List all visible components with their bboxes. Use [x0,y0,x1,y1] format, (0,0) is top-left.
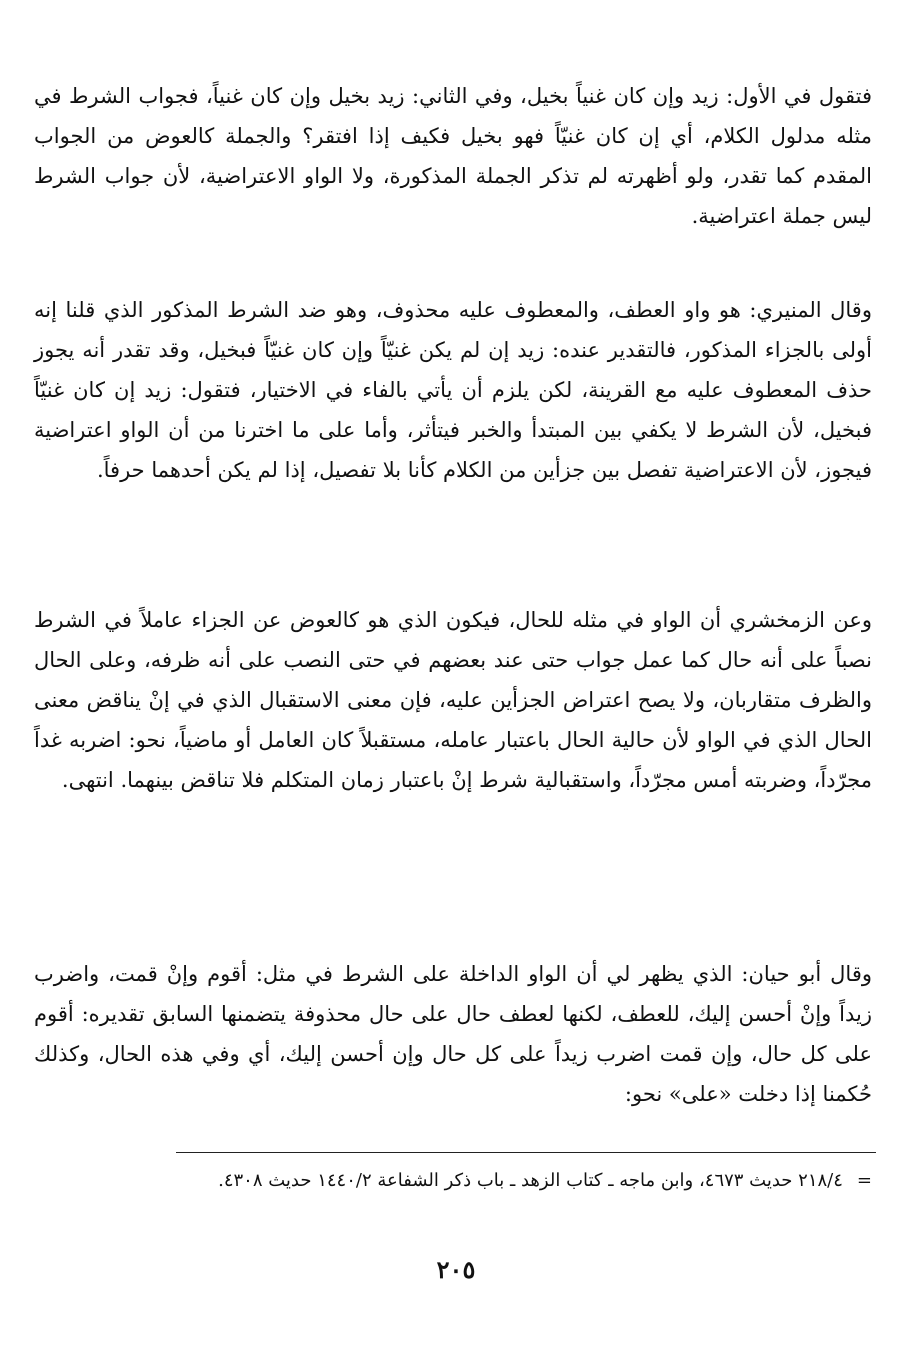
footnote-text: ٢١٨/٤ حديث ٤٦٧٣، وابن ماجه ـ كتاب الزهد ـ باب ذكر الشفاعة ١٤٤٠/٢ حديث ٤٣٠٨. [218,1170,843,1191]
footnote-continuation-mark: = [856,1170,872,1191]
footnote [34,1166,872,1196]
paragraph-4: وقال أبو حيان: الذي يظهر لي أن الواو الداخلة على الشرط في مثل: أقوم وإنْ قمت، واضرب زيداً وإنْ أحسن إليك، للعطف، لكنها لعطف حال على حال محذوفة يتضمنها السابق تقديره: أقوم على كل حال، وإن قمت اضرب زيداً على كل حال وإن أحسن إليك، أي وفي هذه الحال، وكذلك حُكمنا إذا دخلت «على» نحو: [34,962,872,1106]
paragraph-2: وقال المنيري: هو واو العطف، والمعطوف عليه محذوف، وهو ضد الشرط المذكور الذي قلنا إنه أولى بالجزاء المذكور، فالتقدير عنده: زيد إن لم يكن غنيّاً وإن كان غنيّاً فبخيل، وقد تقدر أنه يجوز حذف المعطوف عليه مع القرينة، لكن يلزم أن يأتي بالفاء في الاختيار، فتقول: زيد إن كان غنيّاً فبخيل، لأن الشرط لا يكفي بين المبتدأ والخبر فيتأثر، وأما على ما اخترنا من أن الواو اعتراضية فيجوز، لأن الاعتراضية تفصل بين جزأين من الكلام كأنا بلا تفصيل، إذا لم يكن أحدهما حرفاً. [34,298,872,482]
page-number: ٢٠٥ [436,1255,476,1284]
footnote-divider [176,1152,876,1153]
paragraph-1: فتقول في الأول: زيد وإن كان غنياً بخيل، وفي الثاني: زيد بخيل وإن كان غنياً، فجواب الشرط في مثله مدلول الكلام، أي إن كان غنيّاً فهو بخيل فكيف إذا افتقر؟ والجملة كالعوض من الجواب المقدم كما تقدر، ولو أظهرته لم تذكر الجملة المذكورة، ولا الواو الاعتراضية، لأن جواب الشرط ليس جملة اعتراضية. [34,84,872,228]
paragraph-3: وعن الزمخشري أن الواو في مثله للحال، فيكون الذي هو كالعوض عن الجزاء عاملاً في الشرط نصباً على أنه حال كما عمل جواب حتى عند بعضهم في حتى النصب على أنه ظرفه، وعلى الحال والظرف متقاربان، ولا يصح اعتراض الجزأين عليه، فإن معنى الاستقبال الذي في إنْ يناقض معنى الحال الذي في الواو لأن حالية الحال باعتبار عامله، مستقبلاً كان العامل أو ماضياً، نحو: اضربه غداً مجرّداً، وضربته أمس مجرّداً، واستقبالية شرط إنْ باعتبار زمان المتكلم فلا تناقض بينهما. انتهى. [34,608,872,792]
